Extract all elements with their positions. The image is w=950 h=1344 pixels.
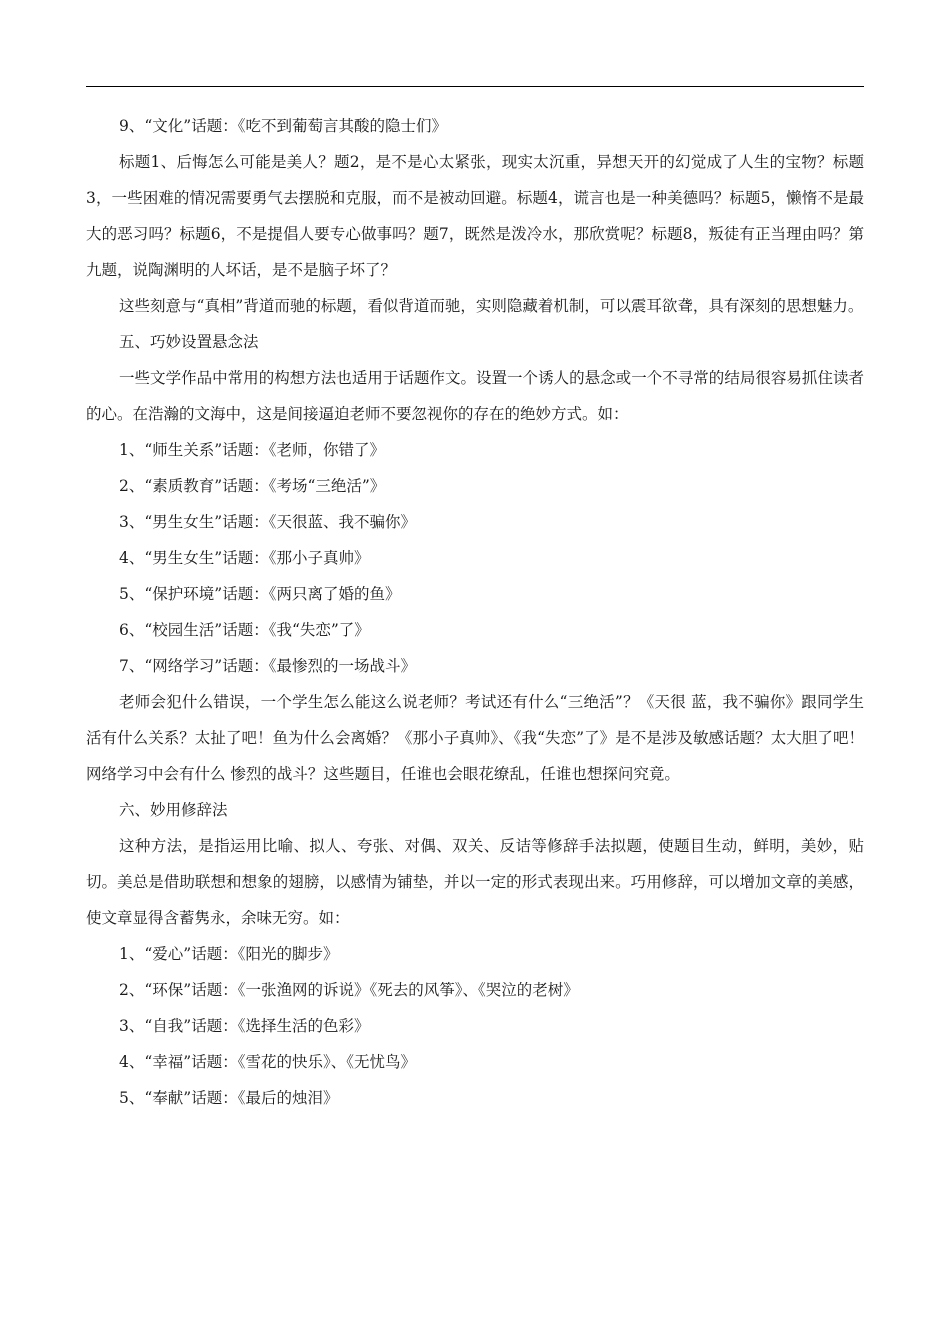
section-heading: 五、巧妙设置悬念法 [119, 333, 259, 351]
list-item: 5、“奉献”话题：《最后的烛泪》 [119, 1089, 339, 1107]
list-item: 1、“师生关系”话题：《老师，你错了》 [119, 441, 385, 459]
document-body [86, 108, 864, 1116]
list-item: 7、“网络学习”话题：《最惨烈的一场战斗》 [119, 657, 416, 675]
paragraph: 一些文学作品中常用的构想方法也适用于话题作文。设置一个诱人的悬念或一个不寻常的结局很容易抓住读者的心。在浩瀚的文海中，这是间接逼迫老师不要忽视你的存在的绝妙方式。如： [86, 369, 864, 423]
section-heading: 六、妙用修辞法 [119, 801, 228, 819]
list-item: 9、“文化”话题：《吃不到葡萄言其酸的隐士们》 [119, 117, 447, 135]
list-item: 3、“自我”话题：《选择生活的色彩》 [119, 1017, 370, 1035]
paragraph: 这些刻意与“真相”背道而驰的标题，看似背道而驰，实则隐藏着机制，可以震耳欲聋，具有深刻的思想魅力。 [119, 297, 864, 315]
paragraph: 老师会犯什么错误，一个学生怎么能这么说老师？考试还有什么“三绝活”？《天很 蓝，我不骗你》跟同学生活有什么关系？太扯了吧！鱼为什么会离婚？《那小子真帅》、《我“失恋”了》是不是涉及敏感话题？太大胆了吧！网络学习中会有什么 惨烈的战斗？这些题目，任谁也会眼花缭乱，任谁也想探问究竟。 [86, 693, 864, 783]
list-item: 4、“幸福”话题：《雪花的快乐》、《无忧鸟》 [119, 1053, 416, 1071]
list-item: 5、“保护环境”话题：《两只离了婚的鱼》 [119, 585, 401, 603]
list-item: 4、“男生女生”话题：《那小子真帅》 [119, 549, 370, 567]
list-item: 6、“校园生活”话题：《我“失恋”了》 [119, 621, 370, 639]
list-item: 2、“素质教育”话题：《考场“三绝活”》 [119, 477, 386, 495]
paragraph: 标题1、后悔怎么可能是美人？题2，是不是心太紧张，现实太沉重，异想天开的幻觉成了人生的宝物？标题3，一些困难的情况需要勇气去摆脱和克服，而不是被动回避。标题4，谎言也是一种美德吗？标题5，懒惰不是最大的恶习吗？标题6，不是提倡人要专心做事吗？题7，既然是泼冷水，那欣赏呢？标题8，叛徒有正当理由吗？第九题，说陶渊明的人坏话，是不是脑子坏了？ [86, 153, 864, 279]
list-item: 3、“男生女生”话题：《天很蓝、我不骗你》 [119, 513, 416, 531]
list-item: 1、“爱心”话题：《阳光的脚步》 [119, 945, 339, 963]
paragraph: 这种方法，是指运用比喻、拟人、夸张、对偶、双关、反诘等修辞手法拟题，使题目生动，鲜明，美妙，贴切。美总是借助联想和想象的翅膀，以感情为铺垫，并以一定的形式表现出来。巧用修辞，可以增加文章的美感，使文章显得含蓄隽永，余味无穷。如： [86, 837, 864, 927]
header-rule [86, 86, 864, 87]
list-item: 2、“环保”话题：《一张渔网的诉说》《死去的风筝》、《哭泣的老树》 [119, 981, 579, 999]
